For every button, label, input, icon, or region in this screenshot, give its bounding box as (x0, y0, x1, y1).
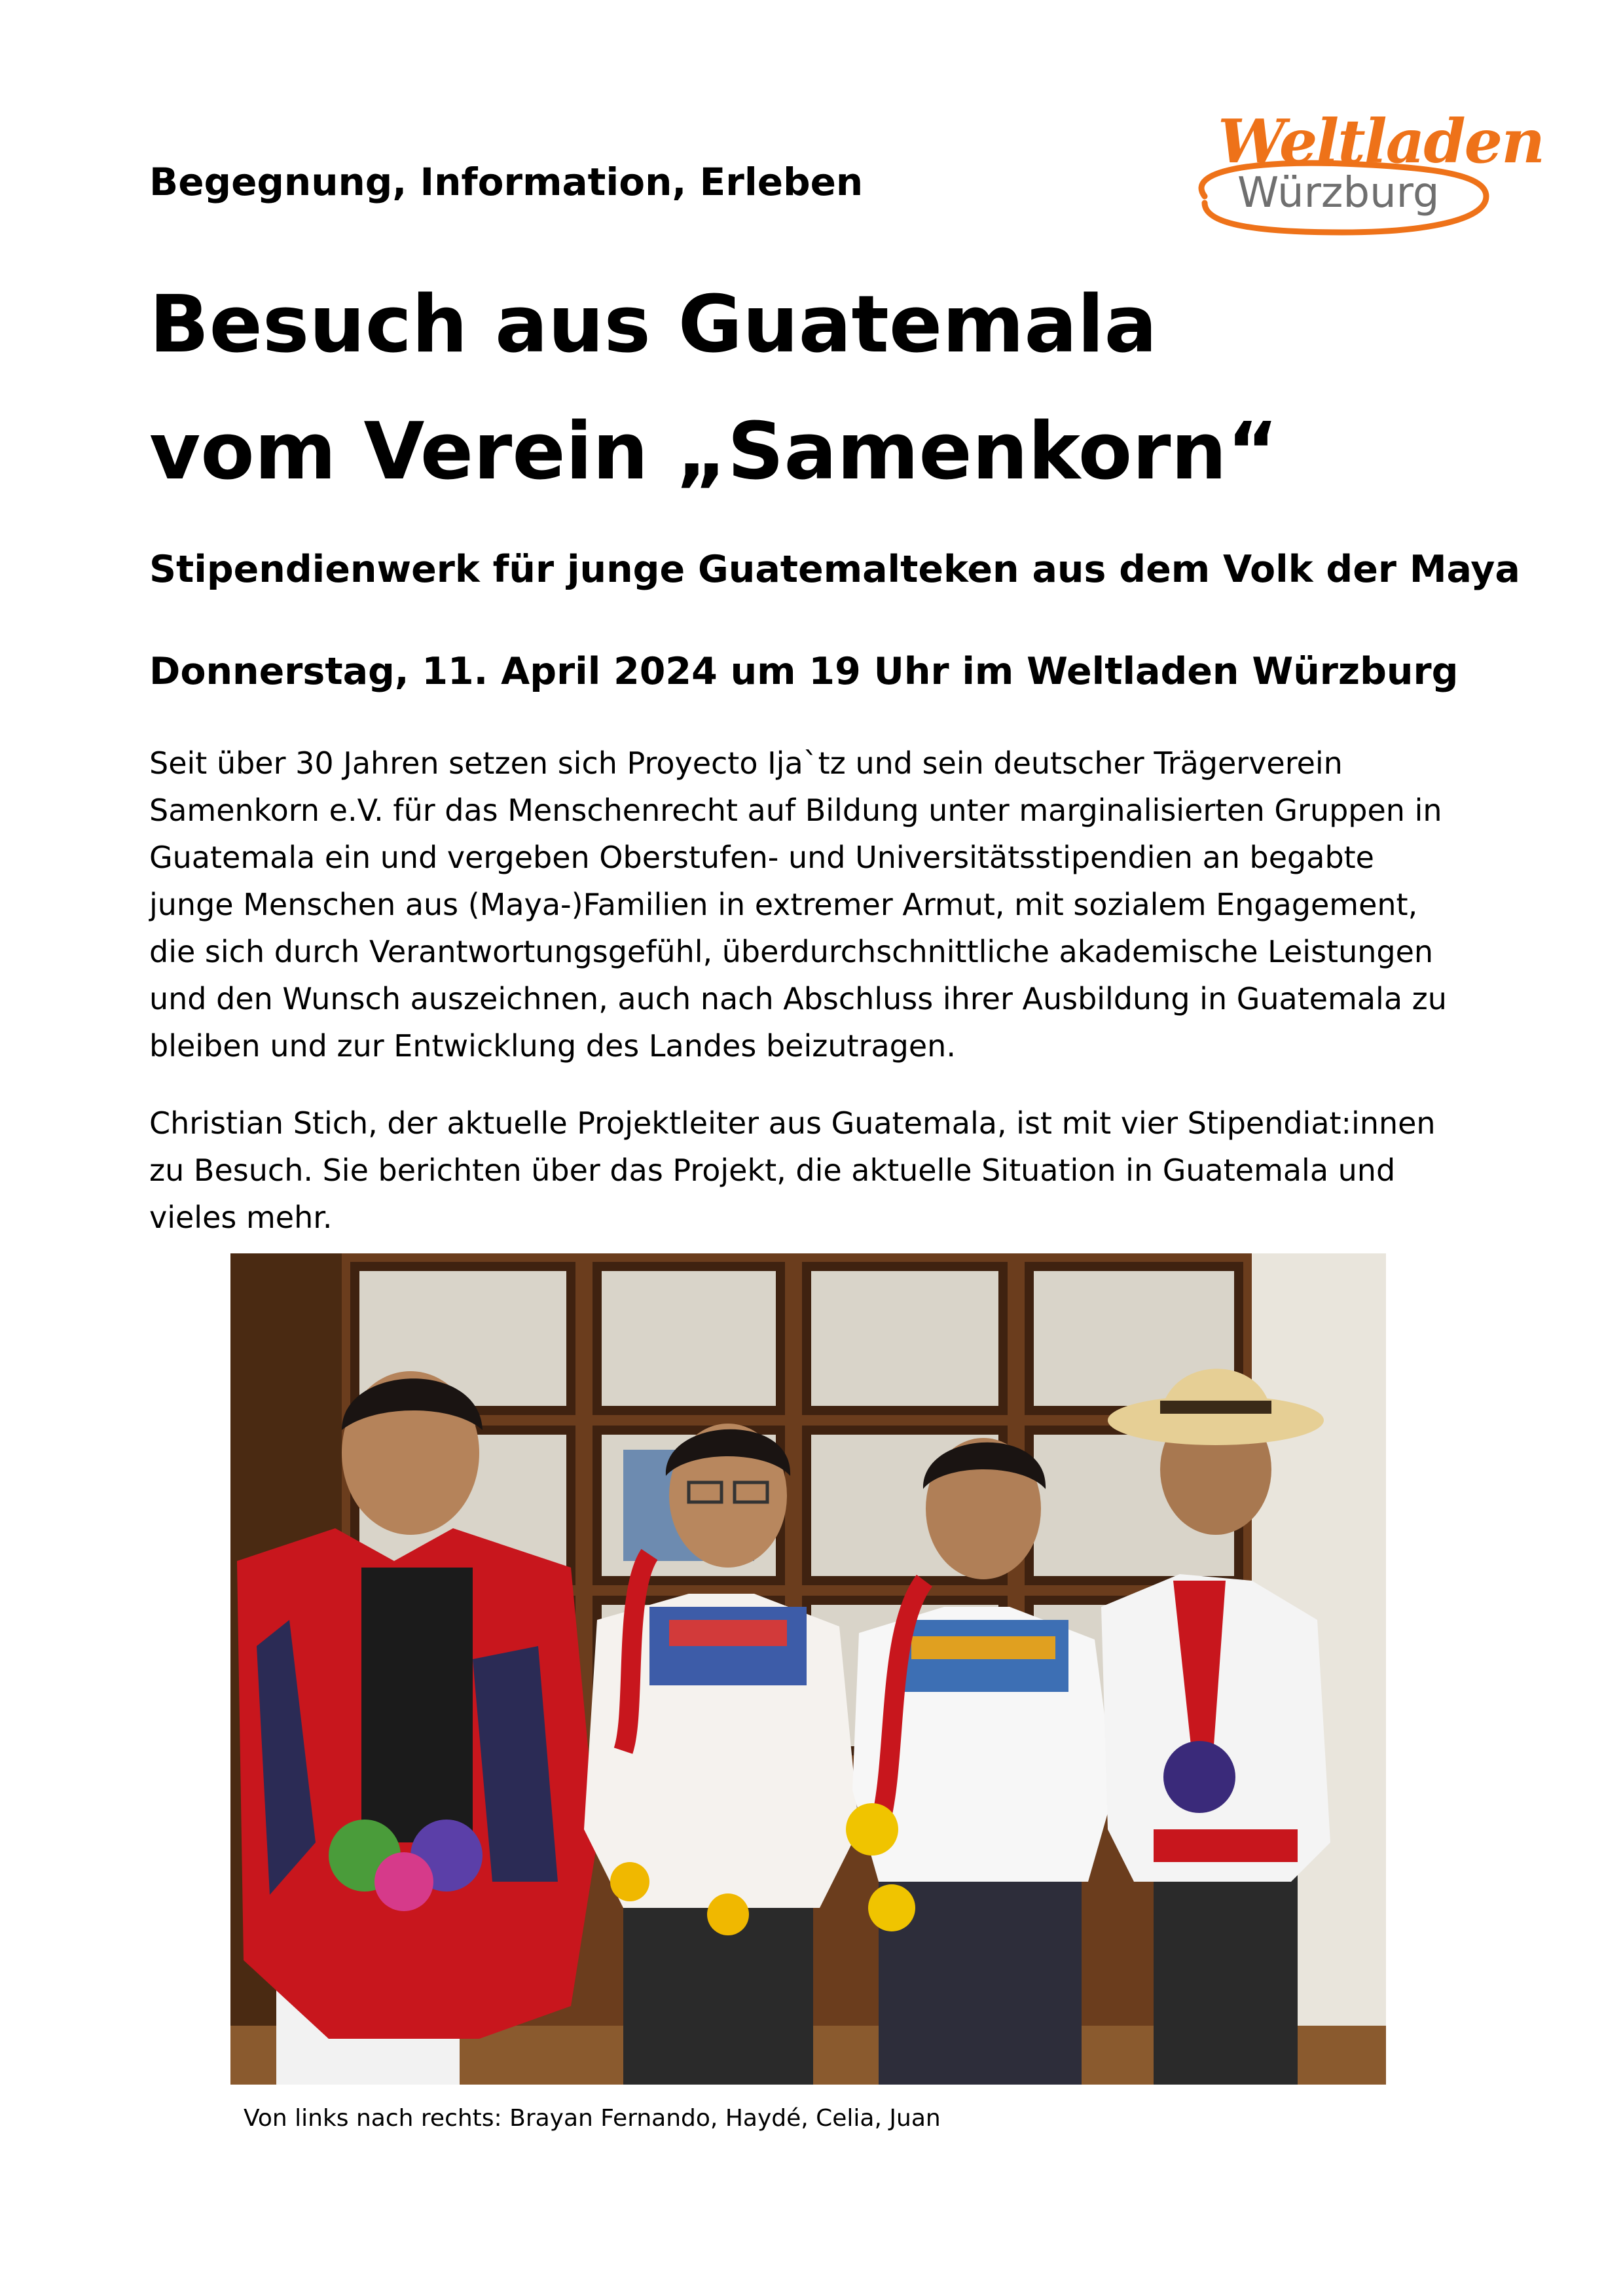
paragraph-intro (149, 740, 1498, 1069)
headline-line-1: Besuch aus Guatemala (149, 279, 1158, 370)
paragraph-visit (149, 1100, 1498, 1241)
paragraph-line: junge Menschen aus (Maya-)Familien in extremer Armut, mit sozialem Engagement, (149, 887, 1418, 922)
headline-line-2: vom Verein „Samenkorn“ (149, 406, 1279, 497)
weltladen-logo (1178, 98, 1544, 242)
headline (149, 262, 1491, 516)
photo-caption: Von links nach rechts: Brayan Fernando, Haydé, Celia, Juan (244, 2105, 941, 2132)
paragraph-line: Guatemala ein und vergeben Oberstufen- und Universitätsstipendien an begabte (149, 840, 1374, 875)
paragraph-line: Christian Stich, der aktuelle Projektleiter aus Guatemala, ist mit vier Stipendiat:innen (149, 1105, 1436, 1141)
kicker-text: Begegnung, Information, Erleben (149, 160, 864, 204)
paragraph-line: zu Besuch. Sie berichten über das Projekt, die aktuelle Situation in Guatemala und (149, 1153, 1396, 1188)
subtitle: Stipendienwerk für junge Guatemalteken aus dem Volk der Maya (149, 548, 1520, 591)
paragraph-line: Seit über 30 Jahren setzen sich Proyecto Ija`tz und sein deutscher Trägerverein (149, 745, 1343, 781)
paragraph-line: Samenkorn e.V. für das Menschenrecht auf Bildung unter marginalisierten Gruppen in (149, 793, 1442, 828)
paragraph-line: die sich durch Verantwortungsgefühl, überdurchschnittliche akademische Leistungen (149, 934, 1434, 969)
event-date-line: Donnerstag, 11. April 2024 um 19 Uhr im Weltladen Würzburg (149, 650, 1459, 693)
paragraph-line: und den Wunsch auszeichnen, auch nach Abschluss ihrer Ausbildung in Guatemala zu (149, 981, 1447, 1016)
logo-line-wuerzburg: Würzburg (1237, 169, 1440, 217)
logo-line-weltladen: Weltladen (1218, 106, 1544, 177)
group-photo (230, 1253, 1386, 2085)
paragraph-line: bleiben und zur Entwicklung des Landes beizutragen. (149, 1028, 956, 1064)
group-photo-illustration (230, 1253, 1386, 2085)
paragraph-line: vieles mehr. (149, 1200, 333, 1235)
